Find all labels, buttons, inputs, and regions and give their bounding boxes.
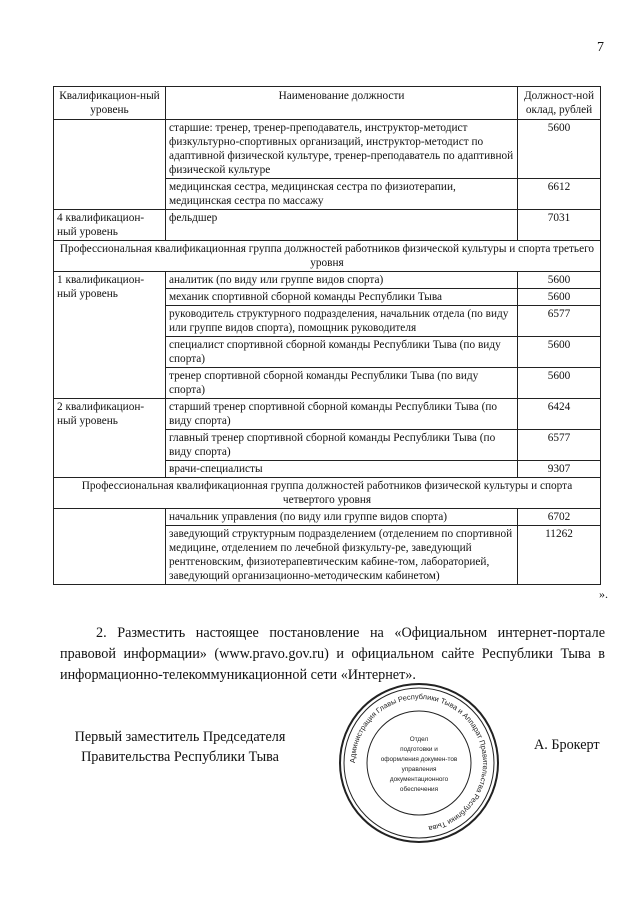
page-number: 7 (597, 40, 604, 55)
seal-center-line3: оформления докумен-тов (380, 756, 458, 763)
level-cell (54, 120, 166, 210)
seal-center-line2: подготовки и (400, 746, 438, 753)
salary-cell: 11262 (518, 526, 601, 585)
seal-center-line5: документационного (389, 776, 449, 783)
salary-cell: 5600 (518, 272, 601, 289)
salary-cell: 6424 (518, 399, 601, 430)
salary-cell: 5600 (518, 368, 601, 399)
salary-cell: 6577 (518, 430, 601, 461)
position-cell: руководитель структурного подразделения, начальник отдела (по виду или группе видов спорта), помощник руководителя (166, 306, 518, 337)
level-cell: 2 квалификацион-ный уровень (54, 399, 166, 478)
group-title-row (54, 241, 601, 272)
table-row (54, 272, 601, 289)
position-cell: заведующий структурным подразделением (отделением по спортивной медицине, отделением по лечебной физкульту-ре, заведующий рентгеновским, физиотерапевтическим кабине-том, лабораторией, заведующий организационно-методическим кабинетом) (166, 526, 518, 585)
position-cell: начальник управления (по виду или группе видов спорта) (166, 509, 518, 526)
seal-center-line4: управления (401, 766, 437, 773)
position-cell: медицинская сестра, медицинская сестра по физиотерапии, медицинская сестра по массажу (166, 179, 518, 210)
table-header-row (54, 87, 601, 120)
table-row (54, 120, 601, 179)
position-cell: тренер спортивной сборной команды Республики Тыва (по виду спорта) (166, 368, 518, 399)
salary-cell: 5600 (518, 337, 601, 368)
seal-ring-path: Администрация Главы Республики Тыва и Аппарат Правительства Республики Тыва (347, 691, 491, 834)
position-cell: главный тренер спортивной сборной команды Республики Тыва (по виду спорта) (166, 430, 518, 461)
level-cell: 1 квалификацион-ный уровень (54, 272, 166, 399)
position-cell: врачи-специалисты (166, 461, 518, 478)
position-cell: специалист спортивной сборной команды Республики Тыва (по виду спорта) (166, 337, 518, 368)
group4-title: Профессиональная квалификационная группа должностей работников физической культуры и спорта четвертого уровня (54, 478, 601, 509)
seal-center-line1: Отдел (409, 736, 429, 743)
signatory-title-line2: Правительства Республики Тыва (81, 749, 279, 765)
signatory-title (60, 727, 300, 767)
salary-cell: 5600 (518, 120, 601, 179)
seal-center-line6: обеспечения (399, 786, 439, 793)
header-salary: Должност-ной оклад, рублей (518, 87, 601, 120)
table-row (54, 509, 601, 526)
signatory-title-line1: Первый заместитель Председателя (74, 729, 286, 745)
position-cell: старший тренер спортивной сборной команды Республики Тыва (по виду спорта) (166, 399, 518, 430)
signatory-name: А. Брокерт (534, 737, 600, 753)
official-seal (337, 681, 501, 845)
salary-cell: 6702 (518, 509, 601, 526)
salary-cell: 5600 (518, 289, 601, 306)
position-cell: фельдшер (166, 210, 518, 241)
header-level: Квалификацион-ный уровень (54, 87, 166, 120)
salary-cell: 6612 (518, 179, 601, 210)
table-row (54, 210, 601, 241)
level-cell: 4 квалификацион-ный уровень (54, 210, 166, 241)
paragraph-2: 2. Разместить настоящее постановление на «Официальном интернет-портале правовой информации» (www.pravo.gov.ru) и официальном сайте Республики Тыва в информационно-телекоммуникационной сети «Интернет». (60, 625, 605, 683)
group-title-row (54, 478, 601, 509)
positions-table (53, 86, 601, 585)
position-cell: аналитик (по виду или группе видов спорта) (166, 272, 518, 289)
group3-title: Профессиональная квалификационная группа должностей работников физической культуры и спорта третьего уровня (54, 241, 601, 272)
table-row (54, 399, 601, 430)
position-cell: механик спортивной сборной команды Республики Тыва (166, 289, 518, 306)
header-position: Наименование должности (166, 87, 518, 120)
level-cell (54, 509, 166, 585)
position-cell: старшие: тренер, тренер-преподаватель, инструктор-методист физкультурно-спортивных организаций, инструктор-методист по адаптивной физической культуре, тренер-преподаватель по адаптивной физической культуре (166, 120, 518, 179)
closing-quote: ». (599, 587, 608, 601)
salary-cell: 7031 (518, 210, 601, 241)
salary-cell: 9307 (518, 461, 601, 478)
salary-cell: 6577 (518, 306, 601, 337)
